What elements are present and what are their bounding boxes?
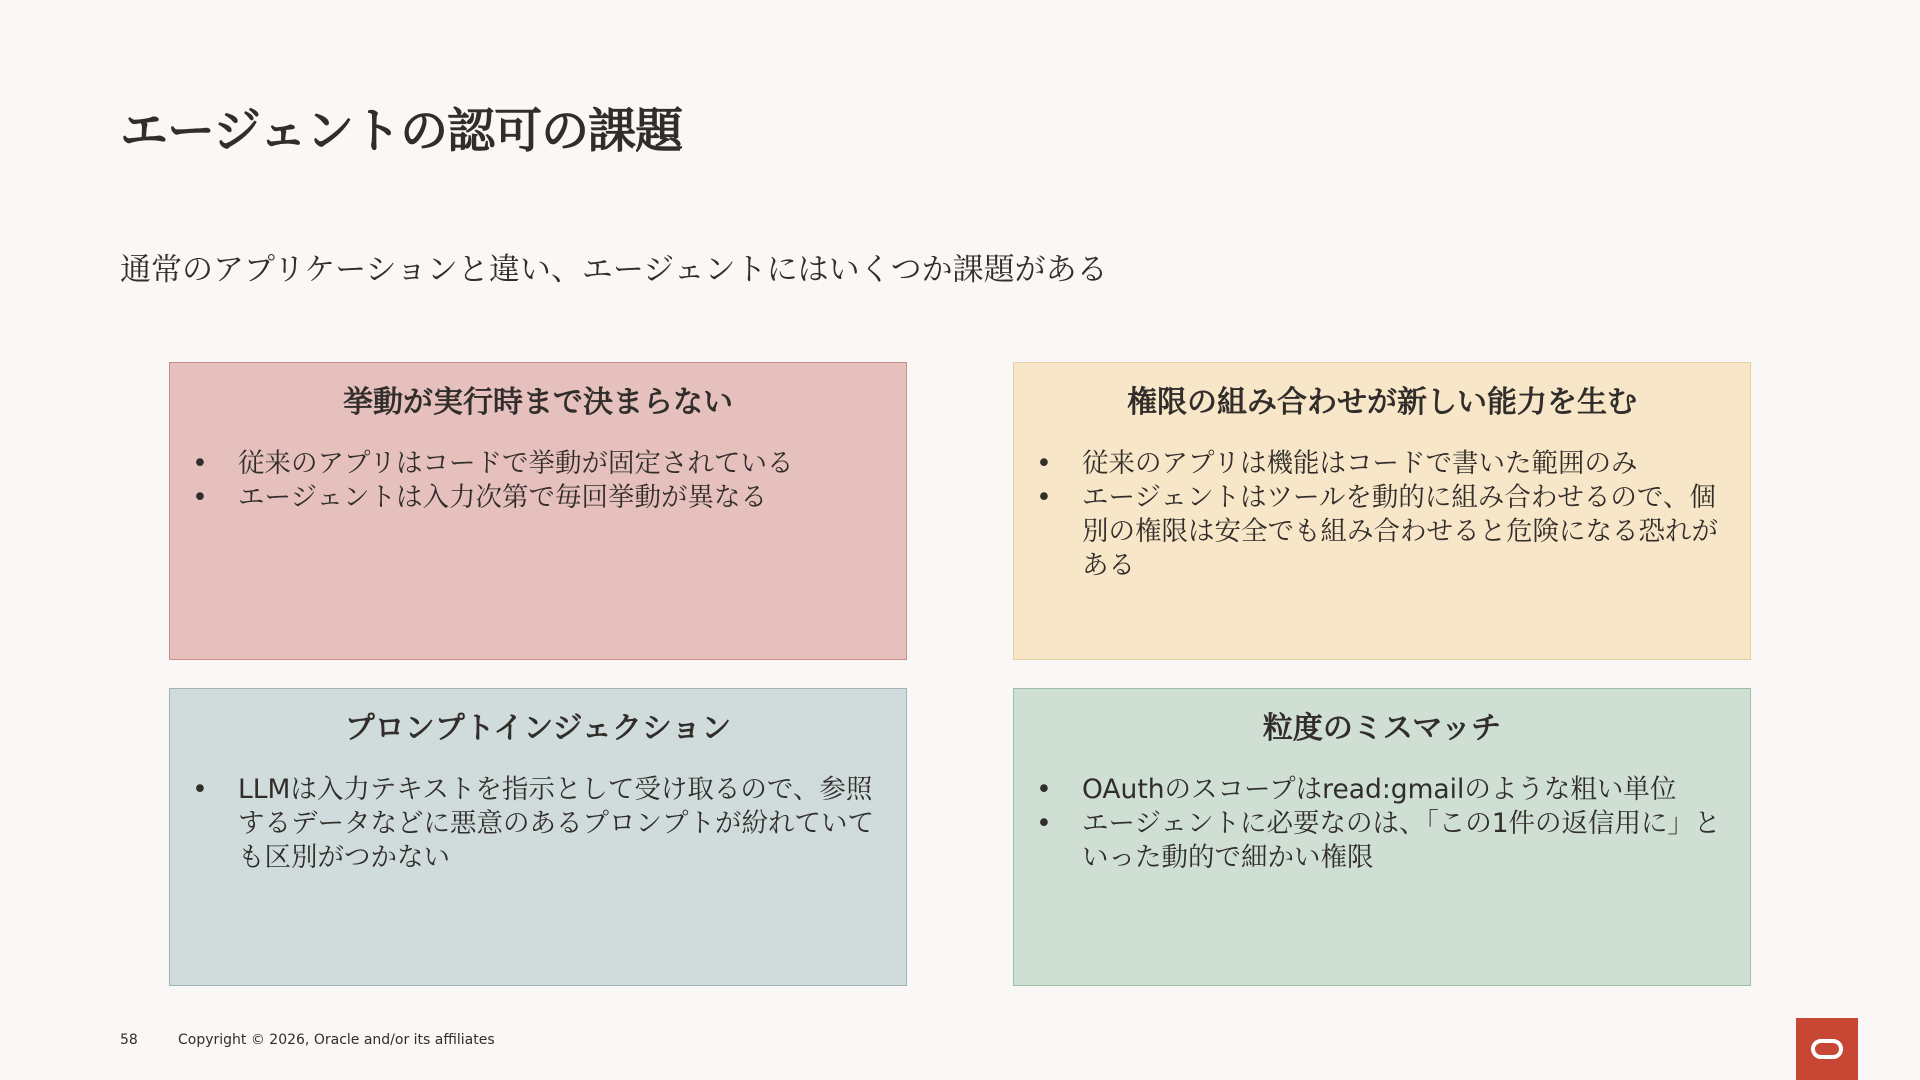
bullet-icon: • [192,774,208,805]
bullet-icon: • [192,448,208,479]
bullet-icon: • [1036,808,1052,839]
bullet-list [1014,447,1750,583]
challenge-box-permission-combination [1013,362,1751,660]
bullet-text: エージェントはツールを動的に組み合わせるので、個別の権限は安全でも組み合わせると危険になる恐れがある [1082,482,1718,581]
page-number: 58 [120,1032,138,1048]
box-title: プロンプトインジェクション [344,711,732,746]
oracle-ring-icon [1810,1038,1844,1060]
box-title: 権限の組み合わせが新しい能力を生む [1127,385,1637,420]
bullet-list [170,447,906,515]
bullet-icon: • [192,482,208,513]
bullet-text: OAuthのスコープはread:gmailのような粗い単位 [1082,774,1677,805]
box-title: 挙動が実行時まで決まらない [343,385,733,420]
list-item [170,773,906,875]
bullet-list [170,773,906,875]
list-item [1014,481,1750,583]
oracle-logo-icon [1796,1018,1858,1080]
bullet-list [1014,773,1750,875]
bullet-text: LLMは入力テキストを指示として受け取るので、参照するデータなどに悪意のあるプロンプトが紛れていても区別がつかない [238,774,874,873]
bullet-text: 従来のアプリは機能はコードで書いた範囲のみ [1082,448,1638,479]
challenge-box-granularity-mismatch [1013,688,1751,986]
bullet-icon: • [1036,774,1052,805]
list-item [1014,447,1750,481]
bullet-icon: • [1036,448,1052,479]
slide-title: エージェントの認可の課題 [120,103,683,159]
bullet-text: 従来のアプリはコードで挙動が固定されている [238,448,794,479]
list-item [170,447,906,481]
challenge-box-runtime-behavior [169,362,907,660]
copyright-text: Copyright © 2026, Oracle and/or its affiliates [178,1032,495,1048]
challenge-box-prompt-injection [169,688,907,986]
box-title: 粒度のミスマッチ [1262,711,1502,746]
slide-subtitle: 通常のアプリケーションと違い、エージェントにはいくつか課題がある [120,252,1108,288]
bullet-icon: • [1036,482,1052,513]
bullet-text: エージェントは入力次第で毎回挙動が異なる [238,482,767,513]
list-item [1014,773,1750,807]
bullet-text: エージェントに必要なのは、「この1件の返信用に」といった動的で細かい権限 [1082,808,1721,873]
list-item [170,481,906,515]
list-item [1014,807,1750,875]
